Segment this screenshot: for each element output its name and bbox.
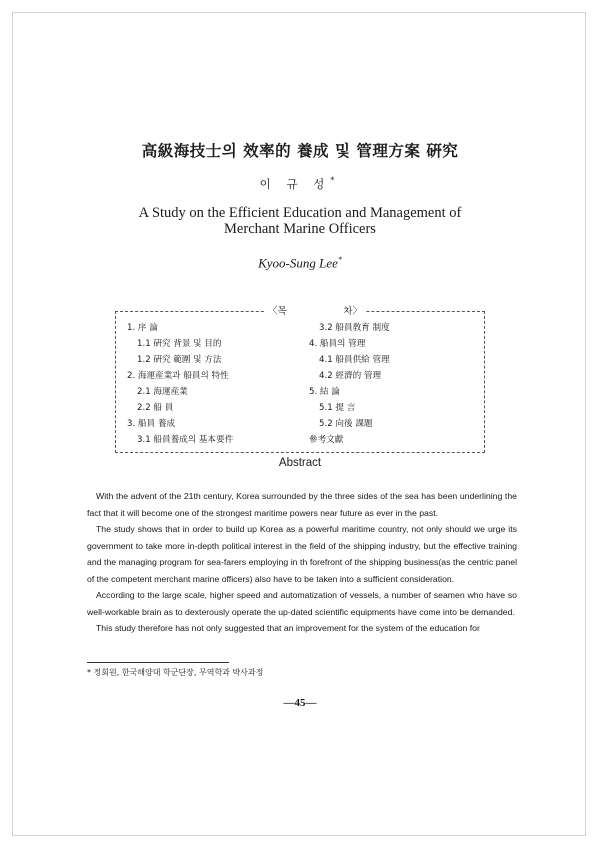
- toc-item: 2.2 船 員: [137, 403, 174, 413]
- abstract-paragraph: With the advent of the 21th century, Korea surrounded by the three sides of the sea has been underlining the fact that it will become one of the strongest maritime powers near future as ever in the past.: [87, 491, 517, 518]
- toc-left-column: [127, 320, 233, 448]
- toc-item: 4.2 經濟的 管理: [319, 371, 382, 381]
- footnote-divider: [87, 662, 229, 663]
- author-korean-mark: *: [330, 176, 341, 186]
- toc-title-right: 차〉: [343, 306, 362, 317]
- paper-title-english-line2: Merchant Marine Officers: [224, 221, 376, 237]
- page-number: —45—: [283, 697, 317, 709]
- toc-item: 2. 海運産業과 船員의 特性: [127, 371, 229, 381]
- paper-title-english-line1: A Study on the Efficient Education and Management of: [138, 205, 462, 221]
- author-english: [0, 255, 600, 271]
- footnote: * 정회원, 한국해양대 학군단장, 무역학과 박사과정: [87, 668, 264, 677]
- toc-item: 4. 船員의 管理: [309, 339, 366, 349]
- toc-item: 5.1 提 言: [319, 403, 356, 413]
- paper-title-korean: 高級海技士의 效率的 養成 및 管理方案 硏究: [141, 141, 459, 160]
- toc-right-column: [309, 320, 390, 448]
- abstract-paragraph: According to the large scale, higher speed and automatization of vessels, a number of seamen who have so well-workable brain as to dexterously operate the up-dated scientific equipments have come into be demanded.: [87, 590, 517, 617]
- toc-title-left: 〈목: [268, 306, 287, 317]
- abstract-paragraph: The study shows that in order to build up Korea as a powerful maritime country, not only should we urge its government to take more in-depth political interest in the field of the shipping industry, but the effective training and the managing program for sea-farers employing in th forefront of the shipping business(as the centric panel of the competent merchant marine officers) also have to be taken into a sufficient consideration.: [87, 524, 517, 584]
- toc-item: 1.2 硏究 範圍 및 方法: [137, 355, 222, 365]
- toc-item: 4.1 船員供給 管理: [319, 355, 390, 365]
- toc-item: 2.1 海運産業: [137, 387, 188, 397]
- toc-item: 1. 序 論: [127, 323, 158, 333]
- toc-item: 5.2 向後 課題: [319, 419, 373, 429]
- author-english-name: Kyoo-Sung Lee: [258, 255, 338, 271]
- abstract-heading: Abstract: [278, 457, 322, 469]
- abstract-paragraph: This study therefore has not only suggested that an improvement for the system of the education for: [96, 623, 480, 633]
- toc-item: 5. 結 論: [309, 387, 340, 397]
- author-korean: [0, 176, 600, 192]
- author-english-mark: *: [337, 255, 342, 264]
- toc-item: 3.2 船員敎育 制度: [319, 323, 390, 333]
- paper-title-english: [0, 205, 600, 237]
- toc-item: 參考文獻: [309, 435, 344, 445]
- toc-item: 3.1 船員養成의 基本要件: [137, 435, 234, 445]
- toc-item: 3. 船員 養成: [127, 419, 176, 429]
- toc-item: 1.1 硏究 背景 및 目的: [137, 339, 222, 349]
- abstract-body: [87, 488, 517, 637]
- table-of-contents-title: [265, 303, 365, 317]
- author-korean-name: 이 규 성: [259, 177, 331, 191]
